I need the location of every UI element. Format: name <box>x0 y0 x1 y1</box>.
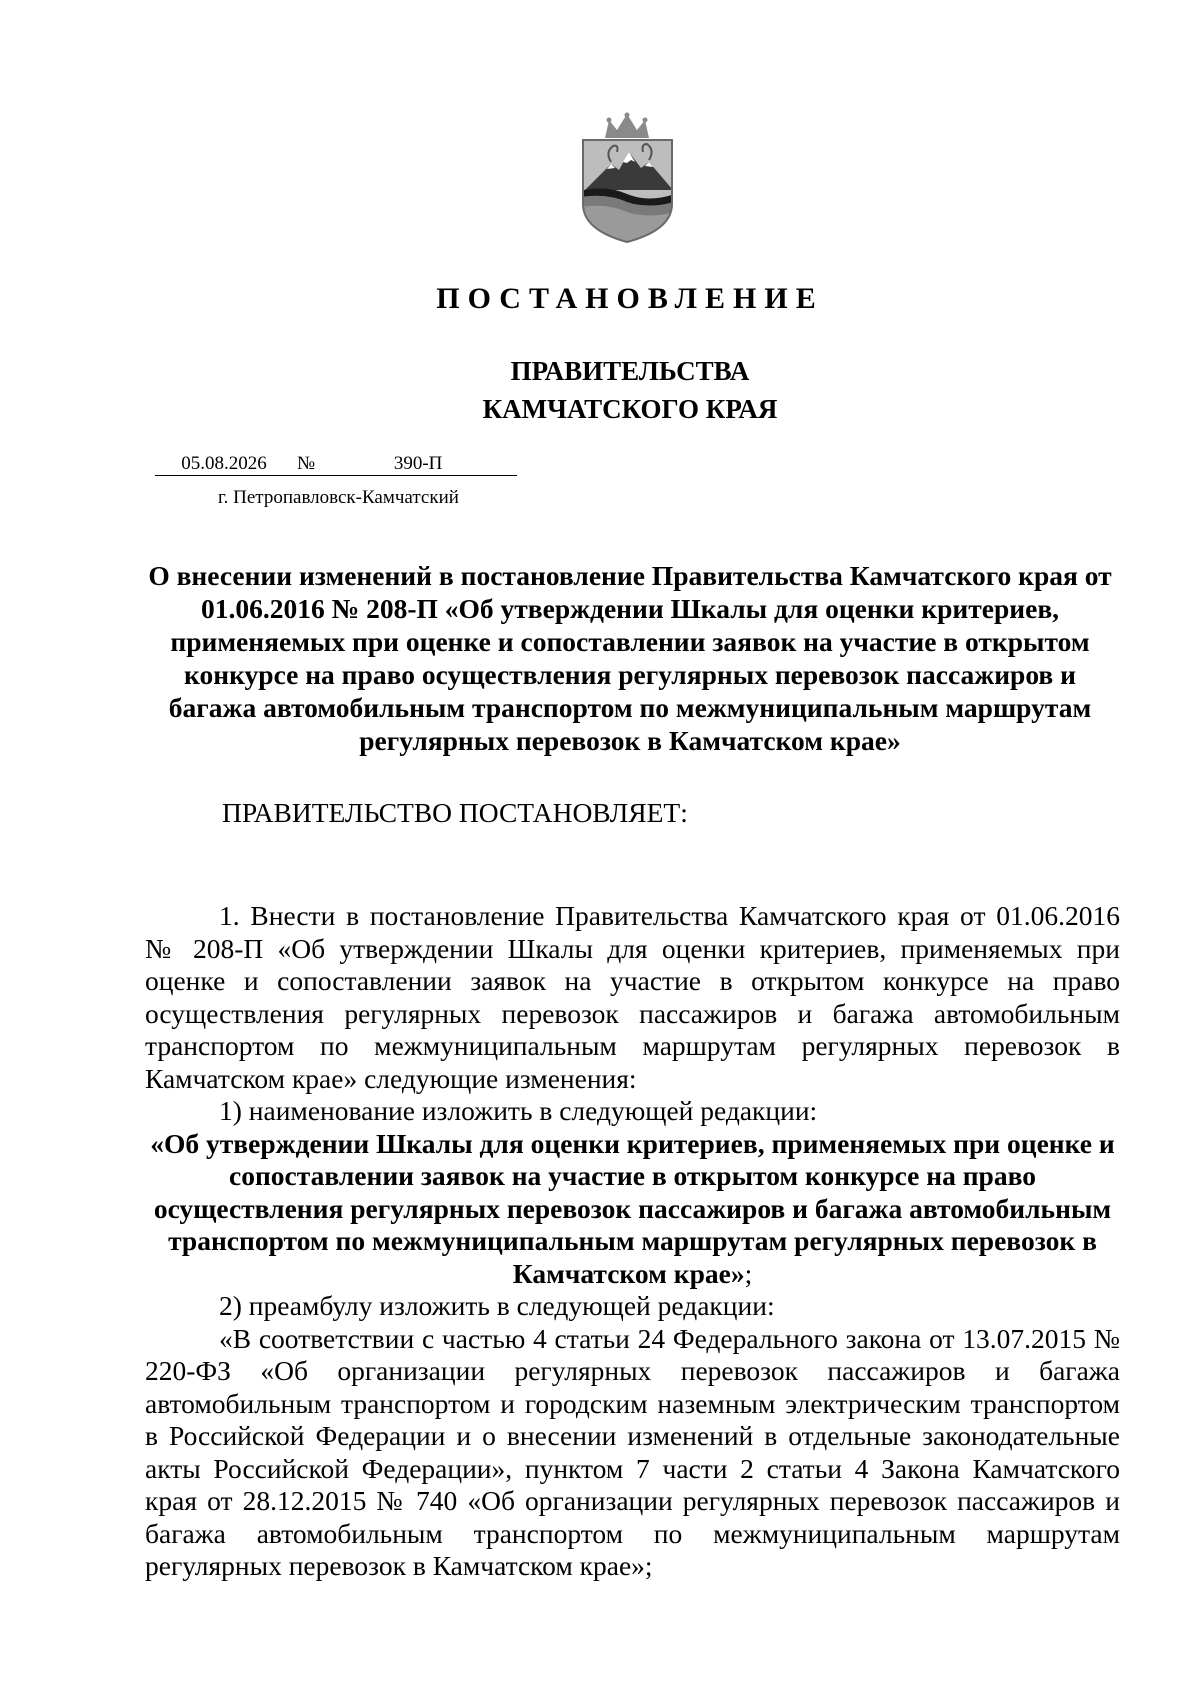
document-body <box>145 900 1120 1583</box>
document-subject: О внесении изменений в постановление Правительства Камчатского края от 01.06.2016 № 208-П «Об утверждении Шкалы для оценки критериев, применяемых при оценке и сопоставлении заявок на участие в открытом конкурсе на право осуществления регулярных перевозок пассажиров и багажа автомобильным транспортом по межмуниципальным маршрутам регулярных перевозок в Камчатском крае» <box>148 560 1112 756</box>
paragraph-item-1: 1) наименование изложить в следующей редакции: <box>219 1095 818 1126</box>
authority-line-2: КАМЧАТСКОГО КРАЯ <box>482 394 778 424</box>
paragraph-preamble: «В соответствии с частью 4 статьи 24 Федерального закона от 13.07.2015 № 220-ФЗ «Об организации регулярных перевозок пассажиров и багажа автомобильным транспортом и городским наземным электрическим транспортом в Российской Федерации и о внесении изменений в отдельные законодательные акты Российской Федерации», пунктом 7 части 2 статьи 4 Закона Камчатского края от 28.12.2015 № 740 «Об организации регулярных перевозок пассажиров и багажа автомобильным транспортом по межмуниципальным маршрутам регулярных перевозок в Камчатском крае»; <box>145 1322 1120 1581</box>
paragraph-1: 1. Внести в постановление Правительства Камчатского края от 01.06.2016 № 208-П «Об утверждении Шкалы для оценки критериев, применяемых при оценке и сопоставлении заявок на участие в открытом конкурсе на право осуществления регулярных перевозок пассажиров и багажа автомобильным транспортом по межмуниципальным маршрутам регулярных перевозок в Камчатском крае» следующие изменения: <box>145 900 1120 1094</box>
paragraph-new-title <box>145 1128 1120 1291</box>
authority-line-1: ПРАВИТЕЛЬСТВА <box>510 356 750 386</box>
place-of-issue: г. Петропавловск-Камчатский <box>218 487 459 508</box>
number-sign: № <box>293 452 319 476</box>
paragraph-item-2: 2) преамбулу изложить в следующей редакции: <box>219 1290 775 1321</box>
document-number: 390-П <box>319 452 517 476</box>
document-title: ПОСТАНОВЛЕНИЕ <box>436 282 824 315</box>
date-number-row <box>155 452 517 476</box>
new-title-text: «Об утверждении Шкалы для оценки критериев, применяемых при оценке и сопоставлении заявок на участие в открытом конкурсе на право осуществления регулярных перевозок пассажиров и багажа автомобильным транспортом по межмуниципальным маршрутам регулярных перевозок в Камчатском крае» <box>150 1127 1115 1289</box>
issuing-authority <box>0 352 1200 428</box>
document-date: 05.08.2026 <box>155 452 293 476</box>
resolves-heading: ПРАВИТЕЛЬСТВО ПОСТАНОВЛЯЕТ: <box>222 797 688 828</box>
new-title-terminator: ; <box>744 1257 753 1289</box>
kamchatka-coat-of-arms-icon <box>575 112 680 244</box>
